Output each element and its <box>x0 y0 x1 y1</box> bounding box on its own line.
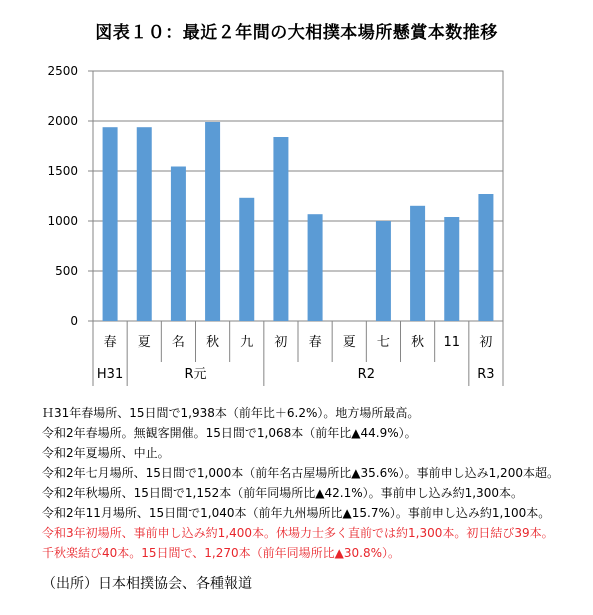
x-tick-label: 初 <box>274 335 288 350</box>
note-line: 令和2年秋場所、15日間で1,152本（前年同場所比▲42.1%）。事前申し込み約1,300本。 <box>42 486 523 500</box>
bar <box>444 217 459 321</box>
x-tick-label: 11 <box>443 335 461 350</box>
x-tick-label: 夏 <box>137 335 151 350</box>
bar <box>308 214 323 321</box>
y-tick-label: 1500 <box>47 164 78 178</box>
x-tick-label: 秋 <box>411 335 425 350</box>
x-group-label: R3 <box>477 367 495 382</box>
note-line: 令和2年夏場所、中止。 <box>42 446 170 460</box>
bar <box>410 206 425 321</box>
bar <box>239 198 254 321</box>
x-tick-label: 夏 <box>342 335 356 350</box>
x-tick-label: 七 <box>376 335 390 350</box>
note-line: Ｈ31年春場所、15日間で1,938本（前年比＋6.2%）。地方場所最高。 <box>42 406 420 420</box>
note-line-highlight: 千秋楽結び40本。15日間で、1,270本（前年同場所比▲30.8%）。 <box>42 546 401 560</box>
bar <box>171 167 186 322</box>
y-tick-label: 1000 <box>47 214 78 228</box>
bar <box>103 127 118 321</box>
note-line: 令和2年春場所。無観客開催。15日間で1,068本（前年比▲44.9%）。 <box>42 426 417 440</box>
y-tick-label: 0 <box>70 314 78 328</box>
bar <box>273 137 288 321</box>
source-note: （出所）日本相撲協会、各種報道 <box>42 576 252 592</box>
y-tick-label: 2500 <box>47 64 78 78</box>
plot-area <box>93 71 503 321</box>
x-tick-label: 春 <box>308 335 322 350</box>
note-line-highlight: 令和3年初場所、事前申し込み約1,400本。休場力士多く直前では約1,300本。初日結び39本。 <box>42 526 554 540</box>
bar <box>137 127 152 321</box>
x-tick-label: 春 <box>103 335 117 350</box>
x-tick-label: 名 <box>171 335 185 350</box>
bar <box>376 221 391 321</box>
x-group-label: R2 <box>357 367 375 382</box>
x-group-label: H31 <box>96 367 124 382</box>
notes-block <box>42 403 587 563</box>
y-tick-label: 500 <box>55 264 78 278</box>
chart-title: 図表１０：最近２年間の大相撲本場所懸賞本数推移 <box>95 23 498 43</box>
x-tick-label: 九 <box>240 335 254 350</box>
x-tick-label: 秋 <box>206 335 220 350</box>
bar <box>205 122 220 321</box>
y-tick-label: 2000 <box>47 114 78 128</box>
note-line: 令和2年11月場所、15日間で1,040本（前年九州場所比▲15.7%）。事前申し込み約1,100本。 <box>42 506 551 520</box>
x-group-label: R元 <box>184 367 207 382</box>
bar <box>478 194 493 321</box>
note-line: 令和2年七月場所、15日間で1,000本（前年名古屋場所比▲35.6%）。事前申し込み1,200本超。 <box>42 466 559 480</box>
x-tick-label: 初 <box>479 335 493 350</box>
